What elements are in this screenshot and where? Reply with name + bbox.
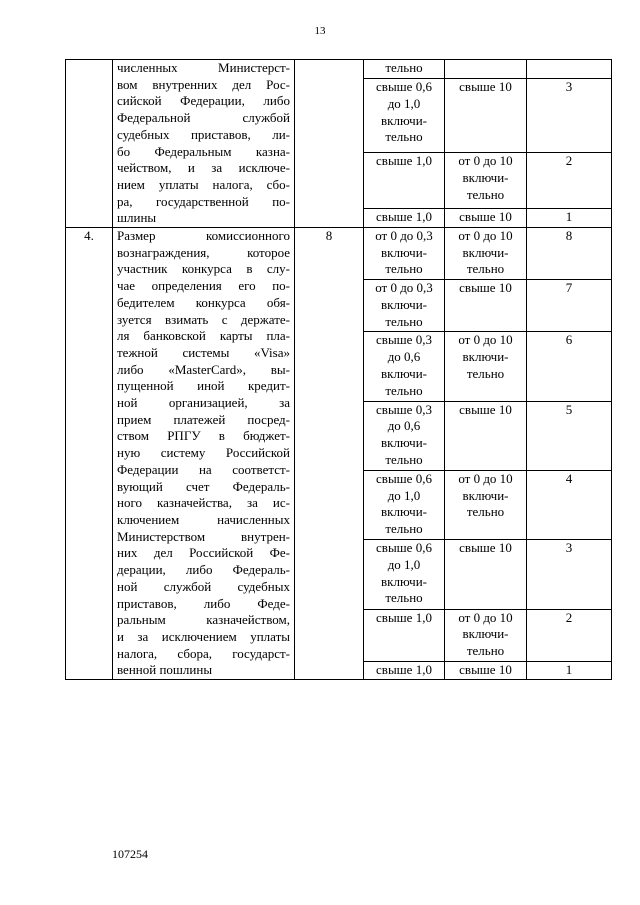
range-a-text: тельно [385,129,423,145]
description-line: чейством, и за исключе- [117,160,290,176]
range-a-text: до 0,6 [387,418,421,434]
range-b-text: включи- [462,169,509,185]
score-cell: 1 [527,661,612,679]
range-a-text: свыше 0,3 [376,401,432,417]
range-b-text: свыше 10 [459,79,512,95]
description-line: ством РПГУ в бюджет- [117,428,290,444]
description-line: тежной системы «Visa» [117,344,290,360]
description-line: и за исключением уплаты [117,628,290,644]
description-line: шлины [117,210,157,226]
max-score-cell: 8 [295,228,364,680]
range-a-text: тельно [385,590,423,606]
range-a-text: свыше 0,3 [376,332,432,348]
range-b-text: включи- [462,487,509,503]
score-cell: 2 [527,153,612,209]
description-line: либо «MasterCard», вы- [117,361,290,377]
description-line: Размер комиссионного [117,228,290,244]
description-line: вующий счет Федераль- [117,478,290,494]
range-a-text: тельно [385,451,423,467]
description-line: ного казначейства, за ис- [117,495,290,511]
range-b-cell [445,280,527,332]
range-a-text: до 1,0 [387,557,421,573]
range-a-text: тельно [385,60,423,75]
range-a-text: включи- [381,244,427,260]
range-b-cell [445,471,527,540]
range-b-text: включи- [462,244,509,260]
range-a-text: свыше 1,0 [376,153,432,169]
range-b-cell [445,79,527,153]
range-a-cell [364,661,445,679]
range-b-text: включи- [462,349,509,365]
description-cell [113,228,295,680]
range-a-cell [364,228,445,280]
table-row [66,60,612,79]
range-a-cell [364,401,445,470]
description-line: ную систему Российской [117,445,290,461]
range-b-text: свыше 10 [459,280,512,296]
range-a-text: от 0 до 0,3 [375,228,433,244]
range-b-text: от 0 до 10 [458,332,513,348]
range-b-cell [445,609,527,661]
range-a-text: до 1,0 [387,95,421,111]
score-cell: 6 [527,332,612,401]
range-b-cell [445,228,527,280]
description-line: венной пошлины [117,662,213,678]
range-b-cell [445,332,527,401]
range-a-text: до 0,6 [387,349,421,365]
range-a-text: включи- [381,504,427,520]
range-b-text: от 0 до 10 [458,609,513,625]
range-b-cell [445,60,527,79]
score-cell: 3 [527,79,612,153]
range-a-cell [364,280,445,332]
range-b-text: тельно [466,504,505,520]
range-a-text: свыше 1,0 [376,661,432,677]
description-line: Министерством внутрен- [117,528,290,544]
range-b-text: тельно [466,643,505,659]
score-cell: 5 [527,401,612,470]
description-line: ральным казначейством, [117,612,290,628]
description-line: зуется взимать с держате- [117,311,290,327]
description-line: них дел Российской Фе- [117,545,290,561]
range-b-cell [445,153,527,209]
table-row [66,228,612,280]
range-a-cell [364,79,445,153]
range-a-cell [364,609,445,661]
score-cell: 1 [527,208,612,227]
score-cell: 2 [527,609,612,661]
range-b-cell [445,401,527,470]
range-a-text: тельно [385,521,423,537]
description-line: дерации, либо Федераль- [117,562,290,578]
description-cell [113,60,295,228]
range-b-text: включи- [462,626,509,642]
range-b-cell [445,661,527,679]
score-cell [527,60,612,79]
description-line: ра, государственной по- [117,193,290,209]
description-line: пущенной иной кредит- [117,378,290,394]
range-a-text: до 1,0 [387,487,421,503]
description-line: участник конкурса в слу- [117,261,290,277]
description-line: чае определения его по- [117,278,290,294]
score-cell: 8 [527,228,612,280]
score-cell: 4 [527,471,612,540]
range-a-text: включи- [381,365,427,381]
range-b-text: тельно [466,186,505,202]
range-b-text: от 0 до 10 [458,471,513,487]
description-line: ключением начисленных [117,511,290,527]
range-b-text: свыше 10 [459,540,512,556]
description-line: вознаграждения, которое [117,244,290,260]
range-a-text: свыше 0,6 [376,79,432,95]
range-a-text: свыше 0,6 [376,540,432,556]
range-a-text: свыше 0,6 [376,471,432,487]
range-a-text: свыше 1,0 [376,208,432,224]
description-line: бедителем конкурса обя- [117,294,290,310]
description-line: Федерации на соответст- [117,461,290,477]
range-a-text: включи- [381,112,427,128]
range-b-text: тельно [466,365,505,381]
range-a-text: включи- [381,435,427,451]
description-line: Федеральной службой [117,110,290,126]
description-line: ля банковской карты пла- [117,328,290,344]
range-b-text: свыше 10 [459,661,512,677]
range-b-text: тельно [466,261,505,277]
description-line: налога, сбора, государст- [117,645,290,661]
description-line: нием уплаты налога, сбо- [117,176,290,192]
range-a-text: свыше 1,0 [376,609,432,625]
range-a-cell [364,332,445,401]
description-line: судебных приставов, ли- [117,126,290,142]
criteria-table [65,59,612,680]
max-score-cell [295,60,364,228]
range-a-cell [364,153,445,209]
description-line: вом внутренних дел Рос- [117,76,290,92]
range-a-text: тельно [385,313,423,329]
description-line: приставов, либо Феде- [117,595,290,611]
range-a-text: тельно [385,261,423,277]
range-a-cell [364,471,445,540]
range-b-cell [445,208,527,227]
description-line: бо Федеральным казна- [117,143,290,159]
description-line: численных Министерст- [117,60,290,75]
page-number: 13 [314,25,326,37]
item-number-cell [66,60,113,228]
description-line: сийской Федерации, либо [117,93,290,109]
range-a-cell [364,208,445,227]
range-a-text: от 0 до 0,3 [375,280,433,296]
score-cell: 3 [527,540,612,609]
range-b-text: свыше 10 [459,401,512,417]
range-a-text: тельно [385,382,423,398]
range-a-cell [364,540,445,609]
description-line: ной службой судебных [117,578,290,594]
item-number-cell: 4. [66,228,113,680]
range-b-text: свыше 10 [459,208,512,224]
range-b-text: от 0 до 10 [458,153,513,169]
description-line: прием платежей посред- [117,411,290,427]
range-b-text: от 0 до 10 [458,228,513,244]
range-a-cell [364,60,445,79]
score-cell: 7 [527,280,612,332]
range-a-text: включи- [381,573,427,589]
description-line: ной организацией, за [117,395,290,411]
document-id: 107254 [112,847,148,861]
range-a-text: включи- [381,296,427,312]
range-b-cell [445,540,527,609]
